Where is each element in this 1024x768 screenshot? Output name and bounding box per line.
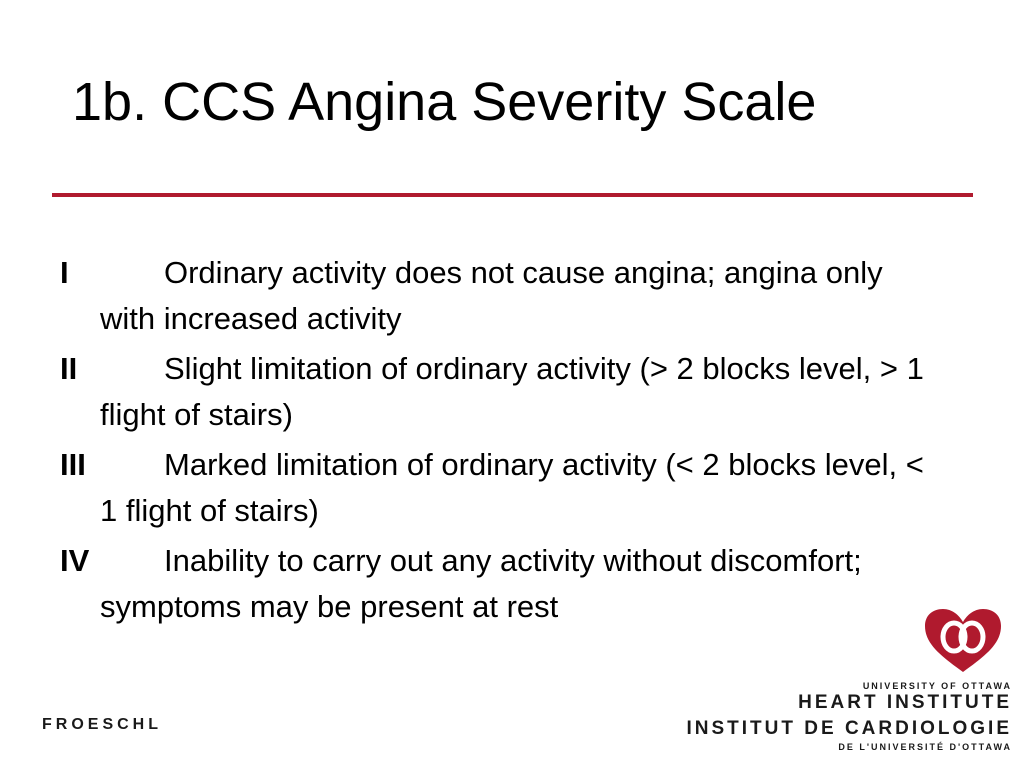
author-footer: FROESCHL: [42, 716, 162, 733]
grade-description: Ordinary activity does not cause angina; angina only with increased activity: [100, 255, 883, 336]
grade-description: Inability to carry out any activity without discomfort; symptoms may be present at rest: [100, 543, 862, 624]
slide-title: 1b. CCS Angina Severity Scale: [72, 72, 817, 132]
logo-universite-text: DE L'UNIVERSITÉ D'OTTAWA: [838, 742, 1012, 752]
heart-rings-logo-icon: [921, 606, 1005, 676]
scale-item-i: [60, 250, 940, 342]
scale-item-iv: [60, 538, 940, 630]
grade-label: I: [60, 255, 69, 290]
logo-institut-text: INSTITUT DE CARDIOLOGIE: [686, 718, 1012, 739]
title-divider: [52, 193, 973, 197]
logo-heart-institute-text: HEART INSTITUTE: [798, 692, 1012, 713]
grade-label: III: [60, 447, 86, 482]
grade-label: IV: [60, 543, 90, 578]
scale-item-ii: [60, 346, 940, 438]
grade-label: II: [60, 351, 78, 386]
grade-description: Slight limitation of ordinary activity (> 2 blocks level, > 1 flight of stairs): [100, 351, 924, 432]
scale-item-iii: [60, 442, 940, 534]
logo-university-text: UNIVERSITY OF OTTAWA: [862, 681, 1012, 691]
severity-scale-list: [60, 250, 940, 634]
grade-description: Marked limitation of ordinary activity (< 2 blocks level, < 1 flight of stairs): [100, 447, 924, 528]
